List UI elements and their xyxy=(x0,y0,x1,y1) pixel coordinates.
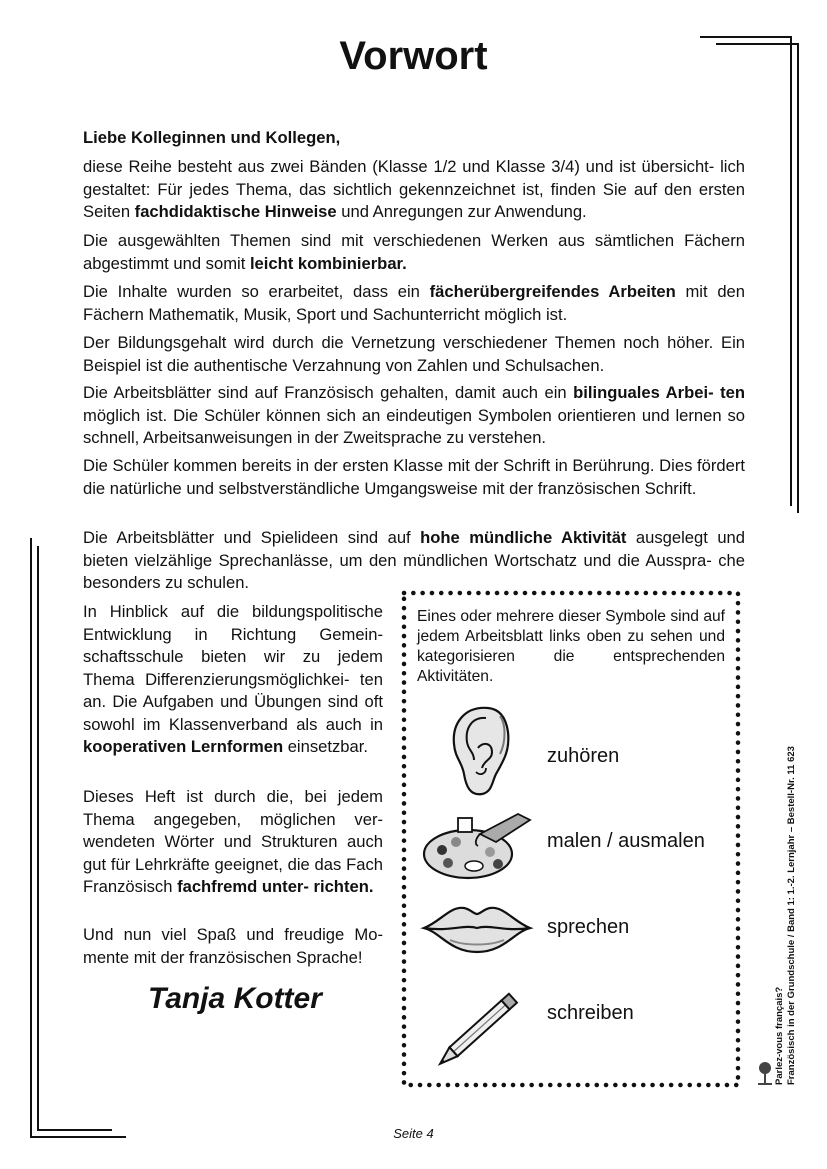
paragraph-6: Die Schüler kommen bereits in der ersten Klasse mit der Schrift in Berührung. Dies fördert die natürliche und selbstverständliche Umgangsweise mit der französischen Schrift. xyxy=(83,456,745,498)
corner-rule-bottom-v2 xyxy=(37,546,39,1131)
corner-rule-top-v2 xyxy=(797,43,799,513)
signature: Tanja Kotter xyxy=(148,982,322,1015)
corner-rule-bottom-v1 xyxy=(30,538,32,1138)
pencil-icon xyxy=(430,982,532,1072)
page-number: Seite 4 xyxy=(393,1126,434,1141)
paragraph-8: In Hinblick auf die bildungspolitische Entwicklung in Richtung Gemein- schaftsschule bieten wir zu jedem Thema Differenzierungsmöglichkei- ten an. Die Aufgaben und Übungen sind oft sowohl im Klassenverband als auch in kooperativen Lernformen einsetzbar. xyxy=(83,602,383,756)
symbol-label-write: schreiben xyxy=(547,1002,634,1024)
side-series-title: Parlez-vous français? xyxy=(774,986,785,1085)
symbol-box-intro: Eines oder mehrere dieser Symbole sind auf jedem Arbeitsblatt links oben zu sehen und kategorisieren die entsprechenden Aktivitäten. xyxy=(417,608,725,685)
paragraph-7: Die Arbeitsblätter und Spielideen sind auf hohe mündliche Aktivität ausgelegt und bieten vielzählige Sprechanlässe, um den mündlichen Wortschatz und die Ausspra- che besonders zu schulen. xyxy=(83,528,746,592)
paragraph-4: Der Bildungsgehalt wird durch die Vernetzung verschiedener Themen noch höher. Ein Beispiel ist die authentische Verzahnung von Zahlen und Schulsachen. xyxy=(83,333,745,375)
paragraph-3: Die Inhalte wurden so erarbeitet, dass ein fächerübergreifendes Arbeiten mit den Fächern Mathematik, Musik, Sport und Sachunterricht möglich ist. xyxy=(83,282,746,324)
paragraph-1: diese Reihe besteht aus zwei Bänden (Klasse 1/2 und Klasse 3/4) und ist übersicht- lich gestaltet: Für jedes Thema, das sichtlich gekennzeichnet ist, finden Sie auf den ersten Seiten fachdidaktische Hinweise und Anregungen zur Anwendung. xyxy=(83,157,745,221)
symbol-label-speak: sprechen xyxy=(547,916,630,938)
greeting: Liebe Kolleginnen und Kollegen, xyxy=(83,128,341,147)
lips-icon xyxy=(420,898,534,958)
side-publication-info xyxy=(774,665,804,1085)
paragraph-2: Die ausgewählten Themen sind mit verschiedenen Werken aus sämtlichen Fächern abgestimmt und somit leicht kombinierbar. xyxy=(83,231,745,273)
symbol-label-listen: zuhören xyxy=(547,745,620,767)
corner-rule-top-v1 xyxy=(790,36,792,506)
palette-icon xyxy=(418,808,540,884)
paragraph-5: Die Arbeitsblätter sind auf Französisch gehalten, damit auch ein bilinguales Arbei- ten möglich ist. Die Schüler können sich an eindeutigen Symbolen orientieren und lernen so schnell, Arbeitsanweisungen in der Zweitsprache zu verstehen. xyxy=(83,383,745,447)
publisher-logo xyxy=(756,1060,774,1086)
ear-icon xyxy=(440,702,520,800)
paragraph-9: Dieses Heft ist durch die, bei jedem Thema angegeben, möglichen ver- wendeten Wörter und Strukturen auch gut für Lehrkräfte geeignet, die das Fach Französisch fachfremd unter- richten. xyxy=(83,787,383,896)
paragraph-10: Und nun viel Spaß und freudige Mo- mente mit der französischen Sprache! xyxy=(83,925,383,967)
page-title: Vorwort xyxy=(339,34,488,78)
side-book-info: Französisch in der Grundschule / Band 1: 1.-2. Lernjahr – Bestell-Nr. 11 623 xyxy=(786,746,797,1085)
symbol-label-paint: malen / ausmalen xyxy=(547,830,705,852)
